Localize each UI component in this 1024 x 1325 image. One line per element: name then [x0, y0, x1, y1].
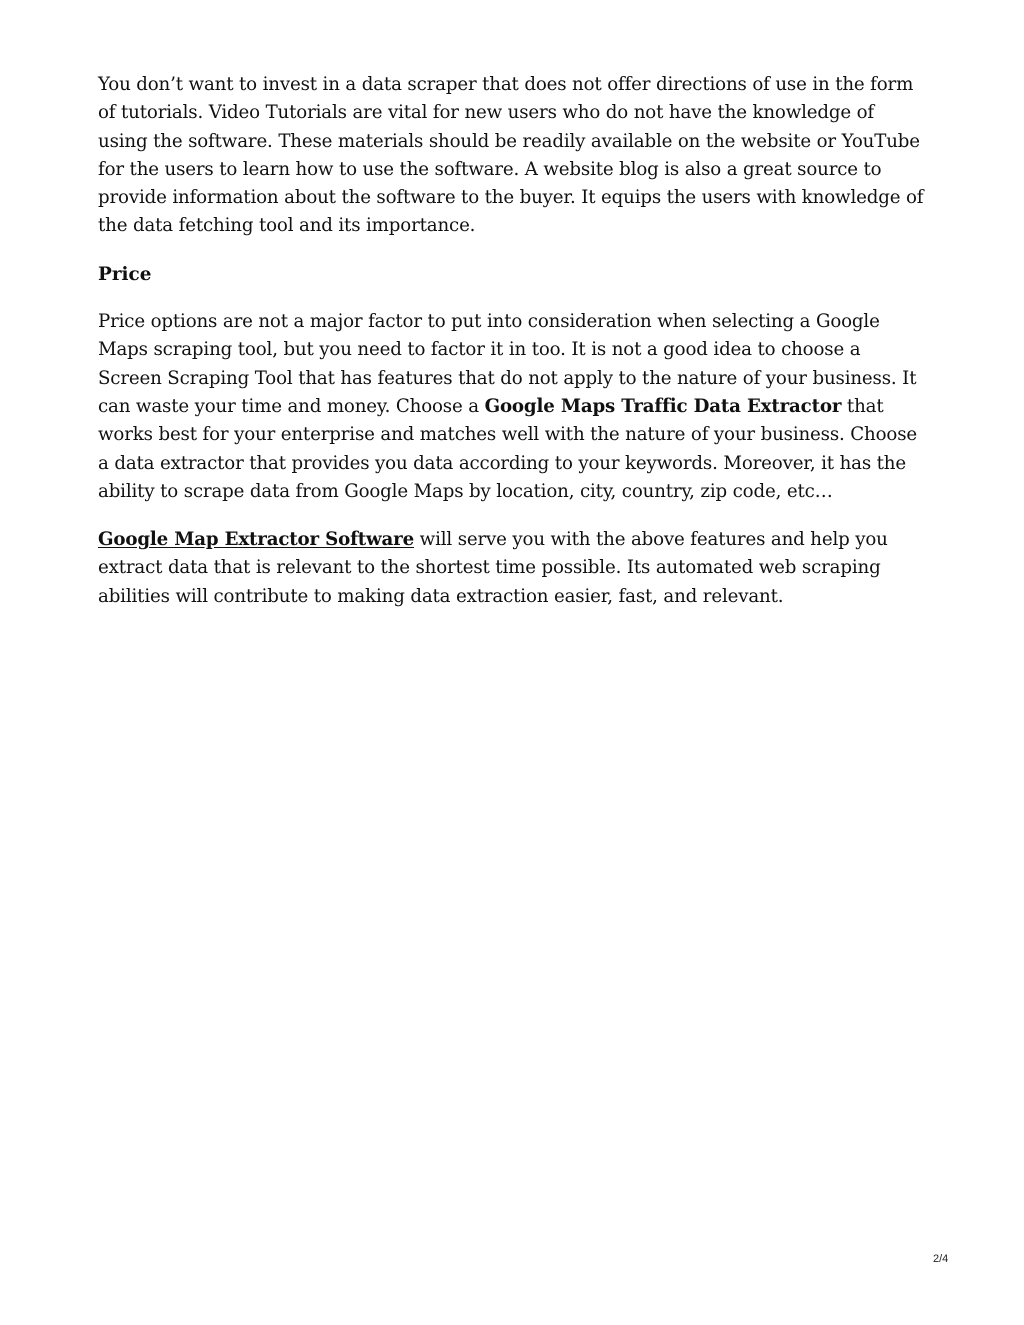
- extractor-software-paragraph: [98, 526, 926, 611]
- tutorials-paragraph: You don’t want to invest in a data scraper that does not offer directions of use in the form of tutorials. Video Tutorials are vital for new users who do not have the knowledge of using the software. These materials should be readily available on the website or YouTube for the users to learn how to use the software. A website blog is also a great source to provide information about the software to the buyer. It equips the users with knowledge of the data fetching tool and its importance.: [98, 74, 924, 237]
- extractor-software-paragraph-text: will serve you with the above features and help you extract data that is relevant to the shortest time possible. Its automated web scraping abilities will contribute to making data extraction easier, fast, and relevant.: [98, 529, 888, 607]
- page-number: 2/4: [933, 1253, 949, 1265]
- google-maps-traffic-data-extractor-bold: Google Maps Traffic Data Extractor: [484, 395, 842, 417]
- price-paragraph-text-start: Price options are not a major factor to put into consideration when selecting a Google Maps scraping tool, but you need to factor it in too. It is not a good idea to choose a Screen Scraping Tool that has features that do not apply to the nature of your business. It can waste your time and money. Choose a: [98, 311, 917, 417]
- google-map-extractor-software-link[interactable]: Google Map Extractor Software: [98, 529, 415, 551]
- price-paragraph: [98, 308, 926, 506]
- document-body: [98, 71, 926, 631]
- price-heading: Price: [98, 263, 152, 285]
- price-paragraph-text-end: that works best for your enterprise and matches well with the nature of your business. Choose a data extractor that provides you data according to your keywords. Moreover, it has the ability to scrape data from Google Maps by location, city, country, zip code, etc…: [98, 395, 918, 502]
